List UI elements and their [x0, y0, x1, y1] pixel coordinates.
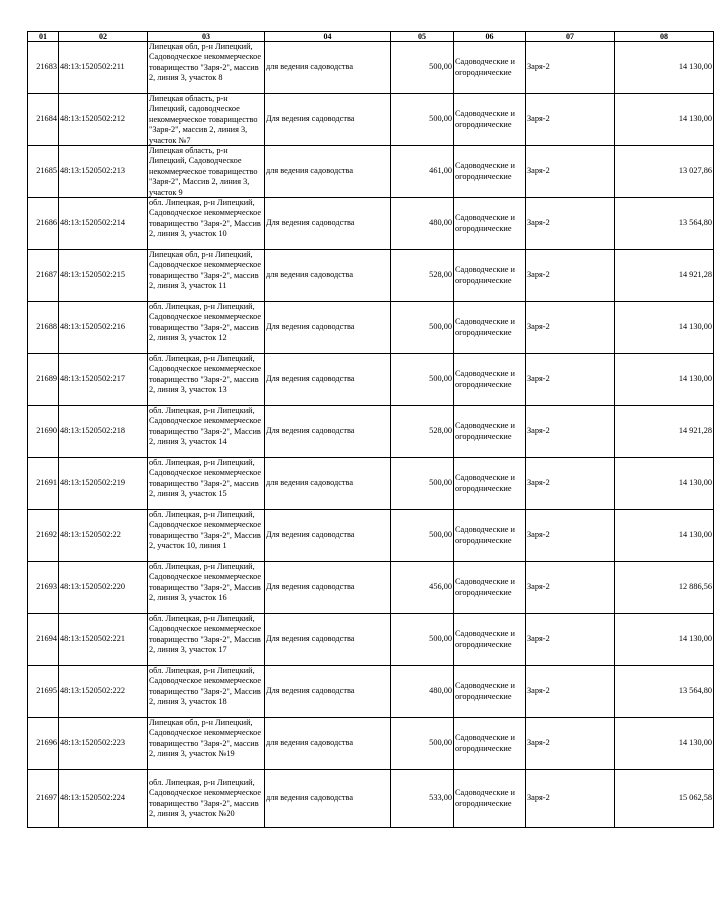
- land-category-cell: Садоводческие и огороднические: [454, 94, 526, 146]
- land-category-cell: Садоводческие и огороднические: [454, 146, 526, 198]
- cadastral-number-cell: 48:13:1520502:221: [59, 614, 148, 666]
- row-number-cell: 21686: [28, 198, 59, 250]
- land-category-cell: Садоводческие и огороднические: [454, 562, 526, 614]
- cadastral-number-cell: 48:13:1520502:212: [59, 94, 148, 146]
- permitted-use-cell: Для ведения садоводства: [265, 666, 391, 718]
- cadastral-number-cell: 48:13:1520502:216: [59, 302, 148, 354]
- land-category-cell: Садоводческие и огороднические: [454, 666, 526, 718]
- permitted-use-cell: для ведения садоводства: [265, 770, 391, 828]
- land-category-cell: Садоводческие и огороднические: [454, 198, 526, 250]
- address-text: обл. Липецкая, р-н Липецкий, Садоводческое некоммерческое товарищество "Заря-2", Массив 2, линия 3, участок 17: [149, 614, 262, 655]
- address-text: Липецкая обл, р-н Липецкий, Садоводческое некоммерческое товарищество "Заря-2", массив 2, линия 3, участок №19: [149, 718, 262, 759]
- cadastral-number-cell: 48:13:1520502:22: [59, 510, 148, 562]
- table-row: [28, 250, 714, 302]
- cadastral-value-cell: 14 130,00: [615, 718, 714, 770]
- location-cell: Заря-2: [526, 510, 615, 562]
- permitted-use-cell: Для ведения садоводства: [265, 94, 391, 146]
- land-category-cell: Садоводческие и огороднические: [454, 250, 526, 302]
- column-header: 01: [28, 32, 59, 42]
- location-cell: Заря-2: [526, 250, 615, 302]
- land-category-cell: Садоводческие и огороднические: [454, 614, 526, 666]
- cadastral-value-cell: 15 062,58: [615, 770, 714, 828]
- land-category-cell: Садоводческие и огороднические: [454, 458, 526, 510]
- land-category-cell: Садоводческие и огороднические: [454, 510, 526, 562]
- header-row: [28, 32, 714, 42]
- column-header: 05: [391, 32, 454, 42]
- address-text: обл. Липецкая, р-н Липецкий, Садоводческое некоммерческое товарищество "Заря-2", Массив 2, участок 10, линия 1: [149, 510, 262, 551]
- address-cell: [148, 198, 265, 250]
- permitted-use-cell: Для ведения садоводства: [265, 354, 391, 406]
- permitted-use-cell: для ведения садоводства: [265, 146, 391, 198]
- location-cell: Заря-2: [526, 666, 615, 718]
- address-cell: [148, 562, 265, 614]
- address-cell: [148, 666, 265, 718]
- address-text: обл. Липецкая, р-н Липецкий, Садоводческое некоммерческое товарищество "Заря-2", массив 2, линия 3, участок 15: [149, 458, 262, 499]
- location-cell: Заря-2: [526, 562, 615, 614]
- permitted-use-cell: для ведения садоводства: [265, 718, 391, 770]
- area-cell: 500,00: [391, 458, 454, 510]
- address-text: обл. Липецкая, р-н Липецкий, Садоводческое некоммерческое товарищество "Заря-2", массив 2, линия 3, участок 13: [149, 354, 262, 395]
- location-cell: Заря-2: [526, 146, 615, 198]
- address-cell: [148, 770, 265, 828]
- row-number-cell: 21694: [28, 614, 59, 666]
- table-row: [28, 510, 714, 562]
- cadastral-number-cell: 48:13:1520502:223: [59, 718, 148, 770]
- column-header: 07: [526, 32, 615, 42]
- area-cell: 533,00: [391, 770, 454, 828]
- cadastral-number-cell: 48:13:1520502:215: [59, 250, 148, 302]
- cadastral-value-cell: 14 921,28: [615, 250, 714, 302]
- area-cell: 500,00: [391, 614, 454, 666]
- land-category-cell: Садоводческие и огороднические: [454, 718, 526, 770]
- address-text: Липецкая обл, р-н Липецкий, Садоводческое некоммерческое товарищество "Заря-2", массив 2, линия 3, участок 8: [149, 42, 262, 83]
- address-cell: [148, 718, 265, 770]
- cadastral-number-cell: 48:13:1520502:224: [59, 770, 148, 828]
- address-cell: [148, 354, 265, 406]
- table-row: [28, 770, 714, 828]
- location-cell: Заря-2: [526, 614, 615, 666]
- cadastral-number-cell: 48:13:1520502:218: [59, 406, 148, 458]
- address-cell: [148, 614, 265, 666]
- address-text: обл. Липецкая, р-н Липецкий, Садоводческое некоммерческое товарищество "Заря-2", массив 2, линия 3, участок №20: [149, 777, 262, 818]
- land-category-cell: Садоводческие и огороднические: [454, 406, 526, 458]
- area-cell: 528,00: [391, 406, 454, 458]
- column-header: 04: [265, 32, 391, 42]
- area-cell: 480,00: [391, 198, 454, 250]
- row-number-cell: 21697: [28, 770, 59, 828]
- column-header: 08: [615, 32, 714, 42]
- address-text: обл. Липецкая, р-н Липецкий, Садоводческое некоммерческое товарищество "Заря-2", Массив 2, линия 3, участок 18: [149, 666, 262, 707]
- cadastral-number-cell: 48:13:1520502:219: [59, 458, 148, 510]
- row-number-cell: 21685: [28, 146, 59, 198]
- row-number-cell: 21695: [28, 666, 59, 718]
- permitted-use-cell: для ведения садоводства: [265, 250, 391, 302]
- row-number-cell: 21687: [28, 250, 59, 302]
- address-cell: [148, 458, 265, 510]
- area-cell: 456,00: [391, 562, 454, 614]
- location-cell: Заря-2: [526, 718, 615, 770]
- location-cell: Заря-2: [526, 198, 615, 250]
- cadastral-number-cell: 48:13:1520502:217: [59, 354, 148, 406]
- address-cell: [148, 146, 265, 198]
- row-number-cell: 21690: [28, 406, 59, 458]
- area-cell: 480,00: [391, 666, 454, 718]
- column-header: 02: [59, 32, 148, 42]
- land-category-cell: Садоводческие и огороднические: [454, 302, 526, 354]
- permitted-use-cell: Для ведения садоводства: [265, 302, 391, 354]
- address-text: Липецкая обл, р-н Липецкий, Садоводческое некоммерческое товарищество "Заря-2", массив 2, линия 3, участок 11: [149, 250, 262, 291]
- row-number-cell: 21683: [28, 42, 59, 94]
- cadastral-value-cell: 12 886,56: [615, 562, 714, 614]
- cadastral-number-cell: 48:13:1520502:220: [59, 562, 148, 614]
- table-row: [28, 562, 714, 614]
- cadastral-value-cell: 14 130,00: [615, 614, 714, 666]
- cadastral-value-cell: 14 130,00: [615, 354, 714, 406]
- area-cell: 528,00: [391, 250, 454, 302]
- location-cell: Заря-2: [526, 42, 615, 94]
- area-cell: 500,00: [391, 510, 454, 562]
- area-cell: 500,00: [391, 42, 454, 94]
- row-number-cell: 21691: [28, 458, 59, 510]
- address-cell: [148, 42, 265, 94]
- area-cell: 461,00: [391, 146, 454, 198]
- area-cell: 500,00: [391, 302, 454, 354]
- permitted-use-cell: Для ведения садоводства: [265, 406, 391, 458]
- permitted-use-cell: Для ведения садоводства: [265, 198, 391, 250]
- address-cell: [148, 302, 265, 354]
- table-row: [28, 198, 714, 250]
- row-number-cell: 21692: [28, 510, 59, 562]
- location-cell: Заря-2: [526, 770, 615, 828]
- permitted-use-cell: Для ведения садоводства: [265, 510, 391, 562]
- address-cell: [148, 406, 265, 458]
- land-category-cell: Садоводческие и огороднические: [454, 354, 526, 406]
- cadastral-value-cell: 14 130,00: [615, 42, 714, 94]
- cadastral-value-cell: 14 130,00: [615, 510, 714, 562]
- permitted-use-cell: Для ведения садоводства: [265, 614, 391, 666]
- row-number-cell: 21684: [28, 94, 59, 146]
- table-row: [28, 406, 714, 458]
- address-text: Липецкая область, р-н Липецкий, садоводческое некоммерческое товарищество "Заря-2", массив 2, линия 3, участок №7: [149, 94, 258, 145]
- cadastral-number-cell: 48:13:1520502:211: [59, 42, 148, 94]
- permitted-use-cell: для ведения садоводства: [265, 42, 391, 94]
- land-category-cell: Садоводческие и огороднические: [454, 770, 526, 828]
- address-text: обл. Липецкая, р-н Липецкий, Садоводческое некоммерческое товарищество "Заря-2", массив 2, линия 3, участок 12: [149, 302, 262, 343]
- table-body: [28, 42, 714, 828]
- address-cell: [148, 510, 265, 562]
- location-cell: Заря-2: [526, 406, 615, 458]
- cadastral-value-cell: 14 130,00: [615, 94, 714, 146]
- area-cell: 500,00: [391, 718, 454, 770]
- cadastral-number-cell: 48:13:1520502:214: [59, 198, 148, 250]
- cadastral-value-cell: 13 564,80: [615, 198, 714, 250]
- land-category-cell: Садоводческие и огороднические: [454, 42, 526, 94]
- address-text: обл. Липецкая, р-н Липецкий, Садоводческое некоммерческое товарищество "Заря-2", Массив 2, линия 3, участок 16: [149, 562, 262, 603]
- column-header: 06: [454, 32, 526, 42]
- area-cell: 500,00: [391, 94, 454, 146]
- row-number-cell: 21689: [28, 354, 59, 406]
- table-row: [28, 458, 714, 510]
- location-cell: Заря-2: [526, 94, 615, 146]
- location-cell: Заря-2: [526, 458, 615, 510]
- table-row: [28, 614, 714, 666]
- cadastral-value-cell: 13 027,86: [615, 146, 714, 198]
- area-cell: 500,00: [391, 354, 454, 406]
- address-cell: [148, 250, 265, 302]
- cadastral-value-cell: 14 921,28: [615, 406, 714, 458]
- cadastral-value-cell: 14 130,00: [615, 458, 714, 510]
- table-row: [28, 354, 714, 406]
- row-number-cell: 21688: [28, 302, 59, 354]
- permitted-use-cell: Для ведения садоводства: [265, 562, 391, 614]
- cadastral-value-cell: 14 130,00: [615, 302, 714, 354]
- cadastral-number-cell: 48:13:1520502:222: [59, 666, 148, 718]
- location-cell: Заря-2: [526, 302, 615, 354]
- table-row: [28, 718, 714, 770]
- permitted-use-cell: для ведения садоводства: [265, 458, 391, 510]
- table-header: [28, 32, 714, 42]
- table-row: [28, 94, 714, 146]
- row-number-cell: 21693: [28, 562, 59, 614]
- cadastral-value-cell: 13 564,80: [615, 666, 714, 718]
- address-text: обл. Липецкая, р-н Липецкий, Садоводческое некоммерческое товарищество "Заря-2", Массив 2, линия 3, участок 10: [149, 198, 262, 239]
- address-text: Липецкая область, р-н Липецкий, Садоводческое некоммерческое товарищество "Заря-2", Массив 2, линия 3, участок 9: [149, 146, 258, 197]
- table-row: [28, 666, 714, 718]
- column-header: 03: [148, 32, 265, 42]
- address-cell: [148, 94, 265, 146]
- table-row: [28, 146, 714, 198]
- cadastral-number-cell: 48:13:1520502:213: [59, 146, 148, 198]
- address-text: обл. Липецкая, р-н Липецкий, Садоводческое некоммерческое товарищество "Заря-2", Массив 2, линия 3, участок 14: [149, 406, 262, 447]
- table-row: [28, 302, 714, 354]
- land-registry-table: [27, 31, 714, 828]
- location-cell: Заря-2: [526, 354, 615, 406]
- row-number-cell: 21696: [28, 718, 59, 770]
- table-row: [28, 42, 714, 94]
